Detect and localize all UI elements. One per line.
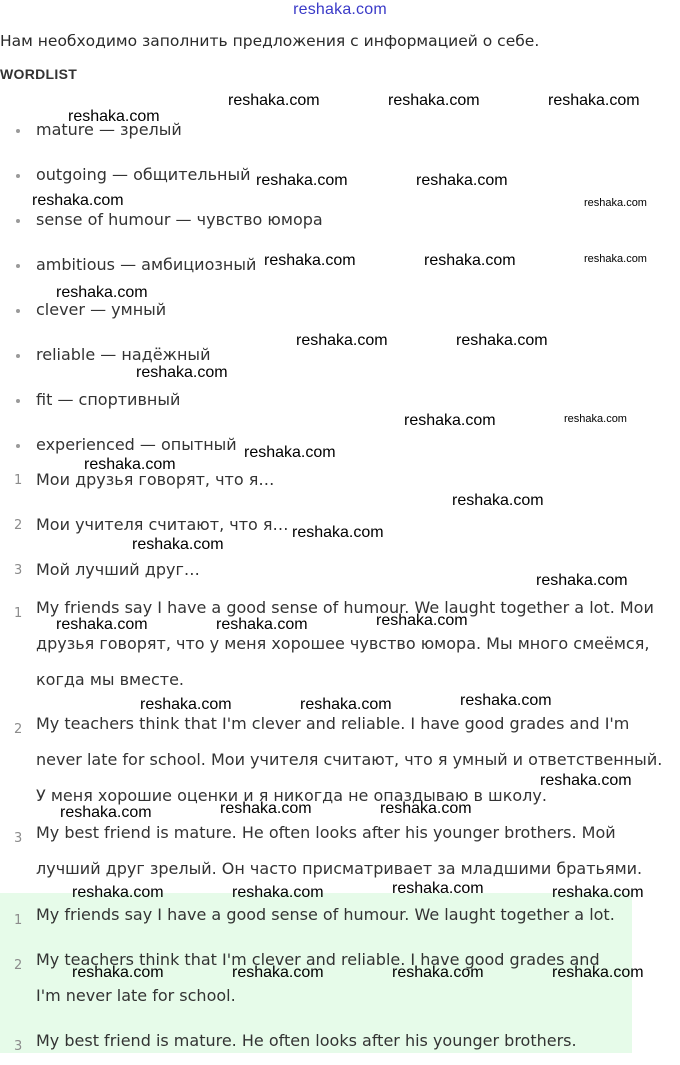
item-number: 2 (14, 722, 23, 737)
final-answer-text: My friends say I have a good sense of humour. We laught together a lot. (36, 905, 615, 924)
answer-item (0, 815, 676, 887)
answer-text: My friends say I have a good sense of humour. We laught together a lot. Мои друзья говорят, что у меня хорошее чувство юмора. Мы много смеёмся, когда мы вместе. (36, 598, 654, 689)
watermark-text: reshaka.com (424, 252, 516, 269)
watermark-text: reshaka.com (72, 884, 164, 901)
watermark-text: reshaka.com (300, 696, 392, 713)
watermark-text: reshaka.com (376, 612, 468, 629)
prompt-text: Мои друзья говорят, что я… (36, 470, 275, 489)
watermark-text: reshaka.com (140, 696, 232, 713)
wordlist-item-text: outgoing — общительный (36, 165, 251, 184)
item-number: 3 (14, 831, 23, 846)
item-number: 3 (14, 1039, 23, 1054)
watermark-text: reshaka.com (264, 252, 356, 269)
watermark-text: reshaka.com (564, 413, 627, 425)
watermark-text: reshaka.com (244, 444, 336, 461)
watermark-text: reshaka.com (68, 108, 160, 125)
watermark-text: reshaka.com (552, 884, 644, 901)
item-number: 1 (14, 473, 23, 488)
watermark-text: reshaka.com (416, 172, 508, 189)
watermark-text: reshaka.com (32, 192, 124, 209)
wordlist-item-text: clever — умный (36, 300, 167, 319)
watermark-text: reshaka.com (404, 412, 496, 429)
final-answer-text: My best friend is mature. He often looks after his younger brothers. (36, 1031, 577, 1050)
intro-text: Нам необходимо заполнить предложения с информацией о себе. (0, 32, 540, 50)
watermark-text: reshaka.com (380, 800, 472, 817)
item-number: 2 (14, 958, 23, 973)
bullet-icon (16, 219, 20, 223)
wordlist-item (0, 297, 323, 342)
watermark-text: reshaka.com (452, 492, 544, 509)
watermark-text: reshaka.com (72, 964, 164, 981)
watermark-text: reshaka.com (56, 284, 148, 301)
watermark-text: reshaka.com (552, 964, 644, 981)
watermark-text: reshaka.com (392, 880, 484, 897)
final-answer-text: My teachers think that I'm clever and reliable. I have good grades and I'm never late for school. (36, 950, 600, 1005)
watermark-text: reshaka.com (292, 524, 384, 541)
watermark-text: reshaka.com (132, 536, 224, 553)
answer-item (0, 590, 676, 698)
watermark-text: reshaka.com (228, 92, 320, 109)
prompt-list (0, 467, 289, 602)
wordlist-item (0, 387, 323, 432)
wordlist-item-text: mature — зрелый (36, 120, 182, 139)
watermark-text: reshaka.com (56, 616, 148, 633)
answer-item (0, 706, 676, 814)
watermark-text: reshaka.com (540, 772, 632, 789)
wordlist-item (0, 207, 323, 252)
watermark-text: reshaka.com (296, 332, 388, 349)
watermark-text: reshaka.com (232, 884, 324, 901)
answer-list (0, 590, 680, 887)
watermark-text: reshaka.com (584, 253, 647, 265)
watermark-text: reshaka.com (216, 616, 308, 633)
watermark-text: reshaka.com (60, 804, 152, 821)
prompt-text: Мои учителя считают, что я… (36, 515, 289, 534)
watermark-text: reshaka.com (256, 172, 348, 189)
final-answer-item (0, 1023, 616, 1059)
item-number: 1 (14, 606, 23, 621)
answer-text: My teachers think that I'm clever and reliable. I have good grades and I'm never late for school. Мои учителя считают, что я умный и ответственный. У меня хорошие оценки и я никогда не опаздываю в школу. (36, 714, 663, 805)
site-header-link[interactable]: reshaka.com (293, 1, 387, 18)
bullet-icon (16, 309, 20, 313)
watermark-text: reshaka.com (220, 800, 312, 817)
wordlist-item-text: reliable — надёжный (36, 345, 211, 364)
wordlist-item-text: fit — спортивный (36, 390, 181, 409)
answer-text: My best friend is mature. He often looks after his younger brothers. Мой лучший друг зрелый. Он часто присматривает за младшими братьями. (36, 823, 643, 878)
bullet-icon (16, 264, 20, 268)
wordlist-item-text: sense of humour — чувство юмора (36, 210, 323, 229)
bullet-icon (16, 354, 20, 358)
bullet-icon (16, 399, 20, 403)
watermark-text: reshaka.com (388, 92, 480, 109)
watermark-text: reshaka.com (460, 692, 552, 709)
bullet-icon (16, 174, 20, 178)
watermark-text: reshaka.com (232, 964, 324, 981)
bullet-icon (16, 444, 20, 448)
wordlist-item (0, 117, 323, 162)
prompt-text: Мой лучший друг… (36, 560, 200, 579)
watermark-text: reshaka.com (584, 197, 647, 209)
wordlist-item-text: experienced — опытный (36, 435, 237, 454)
item-number: 1 (14, 913, 23, 928)
item-number: 2 (14, 518, 23, 533)
wordlist-heading: WORDLIST (0, 66, 78, 82)
final-answer-item (0, 897, 616, 933)
watermark-text: reshaka.com (392, 964, 484, 981)
bullet-icon (16, 129, 20, 133)
watermark-text: reshaka.com (84, 456, 176, 473)
watermark-text: reshaka.com (456, 332, 548, 349)
watermark-text: reshaka.com (536, 572, 628, 589)
wordlist-item-text: ambitious — амбициозный (36, 255, 257, 274)
watermark-text: reshaka.com (548, 92, 640, 109)
wordlist (0, 117, 323, 477)
watermark-text: reshaka.com (136, 364, 228, 381)
item-number: 3 (14, 563, 23, 578)
